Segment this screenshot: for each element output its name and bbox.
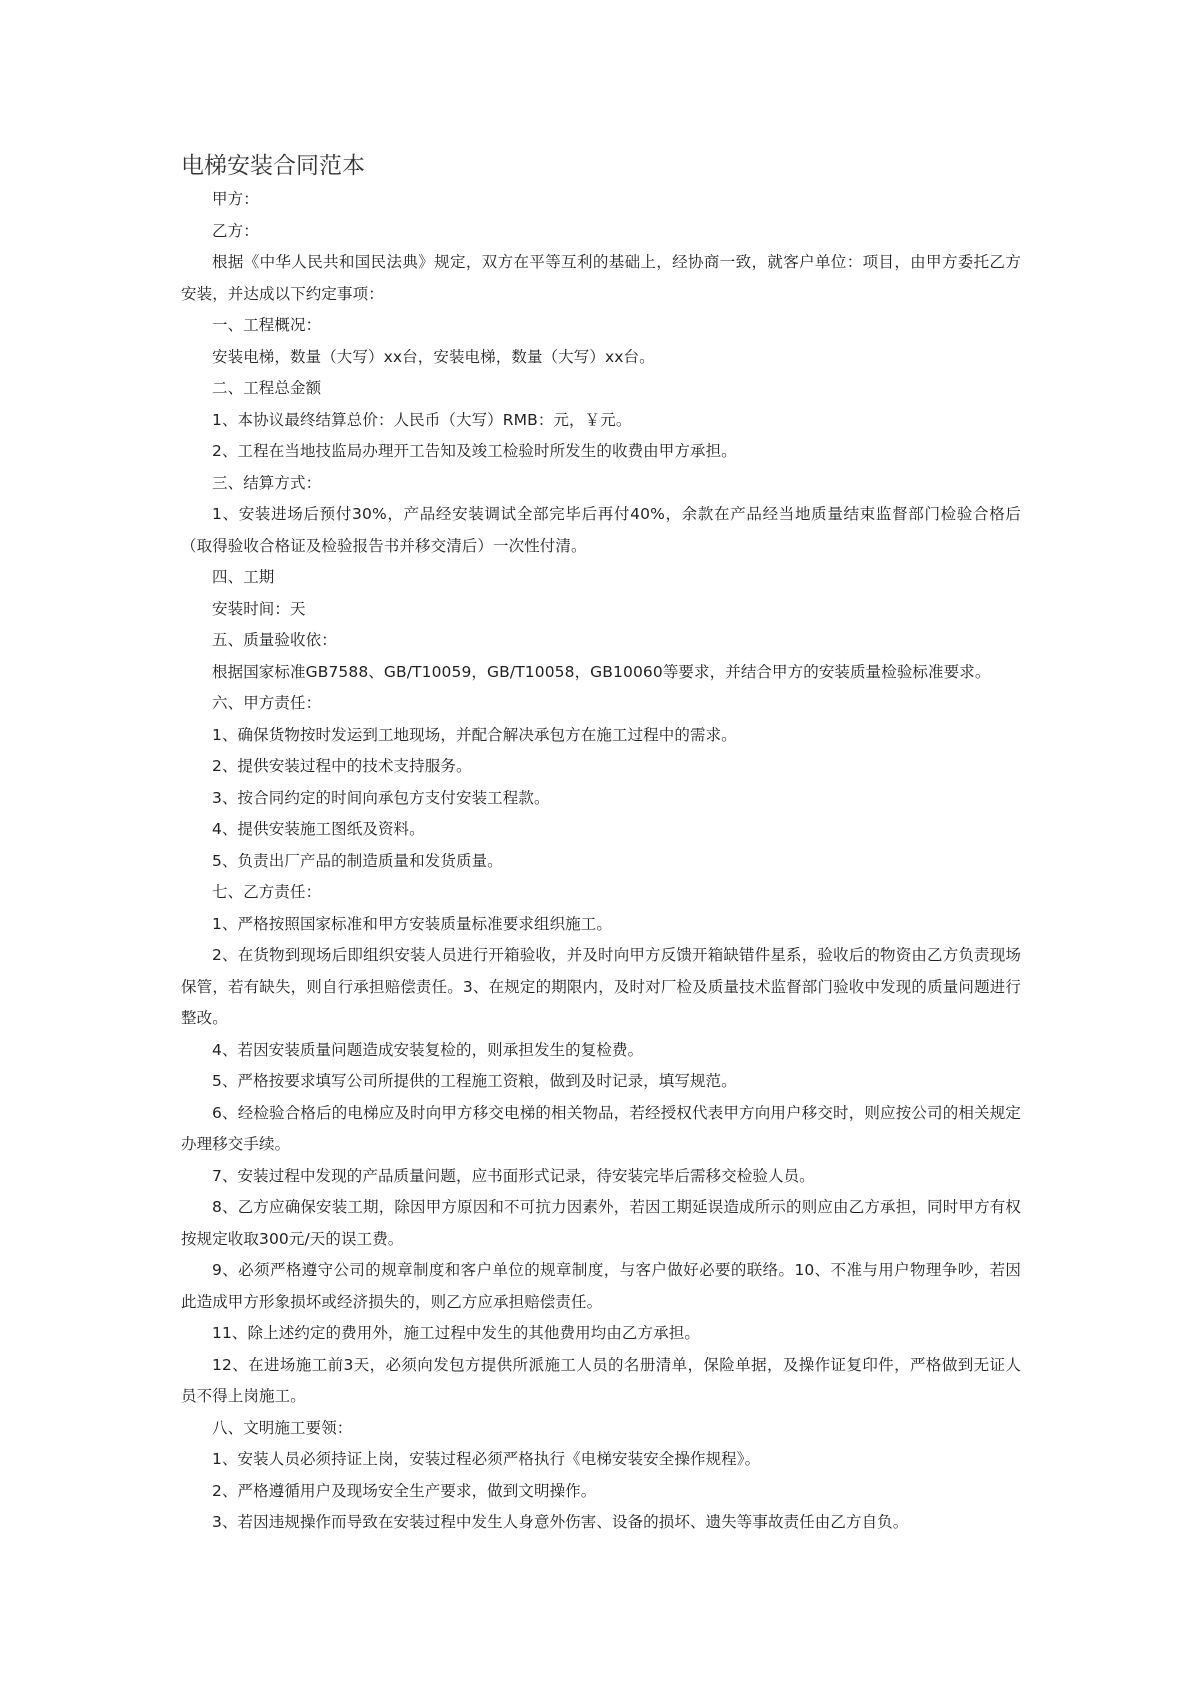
paragraph: 7、安装过程中发现的产品质量问题，应书面形式记录，待安装完毕后需移交检验人员。: [212, 1166, 815, 1185]
document-body: [181, 184, 1021, 1539]
paragraph: 11、除上述约定的费用外，施工过程中发生的其他费用均由乙方承担。: [212, 1324, 700, 1342]
paragraph: 2、提供安装过程中的技术支持服务。: [212, 757, 472, 775]
document-page: [181, 150, 1021, 1539]
paragraph: 根据《中华人民共和国民法典》规定，双方在平等互利的基础上，经协商一致，就客户单位：项目，由甲方委托乙方安装，并达成以下约定事项：: [181, 253, 1021, 303]
paragraph: 9、必须严格遵守公司的规章制度和客户单位的规章制度，与客户做好必要的联络。10、不准与用户物理争吵，若因此造成甲方形象损坏或经济损失的，则乙方应承担赔偿责任。: [181, 1261, 1021, 1311]
paragraph: 8、乙方应确保安装工期，除因甲方原因和不可抗力因素外，若因工期延误造成所示的则应由乙方承担，同时甲方有权按规定收取300元/天的误工费。: [181, 1198, 1021, 1248]
paragraph: 三、结算方式：: [212, 473, 322, 492]
paragraph: 1、安装进场后预付30%，产品经安装调试全部完毕后再付40%，余款在产品经当地质量结束监督部门检验合格后（取得验收合格证及检验报告书并移交清后）一次性付清。: [181, 505, 1021, 555]
paragraph: 一、工程概况：: [212, 316, 322, 334]
paragraph: 安装电梯，数量（大写）xx台，安装电梯，数量（大写）xx台。: [212, 347, 655, 366]
paragraph: 2、工程在当地技监局办理开工告知及竣工检验时所发生的收费由甲方承担。: [212, 442, 737, 460]
paragraph: 甲方：: [212, 190, 259, 208]
document-title: 电梯安装合同范本: [181, 153, 365, 179]
paragraph: 二、工程总金额: [212, 379, 322, 397]
paragraph: 2、严格遵循用户及现场安全生产要求，做到文明操作。: [212, 1481, 597, 1500]
paragraph: 5、负责出厂产品的制造质量和发货质量。: [212, 851, 503, 870]
paragraph: 六、甲方责任：: [212, 694, 322, 712]
paragraph: 3、按合同约定的时间向承包方支付安装工程款。: [212, 788, 550, 807]
paragraph: 4、提供安装施工图纸及资料。: [212, 820, 425, 838]
paragraph: 2、在货物到现场后即组织安装人员进行开箱验收，并及时向甲方反馈开箱缺错件星系，验收后的物资由乙方负责现场保管，若有缺失，则自行承担赔偿责任。3、在规定的期限内，及时对厂检及质量技术监督部门验收中发现的质量问题进行整改。: [181, 946, 1021, 1027]
paragraph: 七、乙方责任：: [212, 883, 322, 901]
paragraph: 5、严格按要求填写公司所提供的工程施工资粮，做到及时记录，填写规范。: [212, 1072, 737, 1090]
paragraph: 安装时间：天: [212, 599, 306, 618]
paragraph: 1、严格按照国家标准和甲方安装质量标准要求组织施工。: [212, 914, 612, 933]
paragraph: 1、本协议最终结算总价：人民币（大写）RMB：元，￥元。: [212, 410, 632, 429]
paragraph: 12、在进场施工前3天，必须向发包方提供所派施工人员的名册清单，保险单据，及操作证复印件，严格做到无证人员不得上岗施工。: [181, 1355, 1021, 1405]
paragraph: 3、若因违规操作而导致在安装过程中发生人身意外伤害、设备的损坏、遗失等事故责任由乙方自负。: [212, 1513, 909, 1531]
paragraph: 乙方：: [212, 221, 259, 240]
paragraph: 6、经检验合格后的电梯应及时向甲方移交电梯的相关物品，若经授权代表甲方向用户移交时，则应按公司的相关规定办理移交手续。: [181, 1103, 1021, 1153]
paragraph: 根据国家标准GB7588、GB/T10059，GB/T10058，GB10060等要求，并结合甲方的安装质量检验标准要求。: [212, 662, 991, 681]
paragraph: 四、工期: [212, 568, 275, 586]
paragraph: 1、确保货物按时发运到工地现场，并配合解决承包方在施工过程中的需求。: [212, 725, 737, 744]
paragraph: 4、若因安装质量问题造成安装复检的，则承担发生的复检费。: [212, 1040, 644, 1059]
paragraph: 八、文明施工要领：: [212, 1418, 353, 1437]
paragraph: 1、安装人员必须持证上岗，安装过程必须严格执行《电梯安装安全操作规程》。: [212, 1450, 761, 1468]
paragraph: 五、质量验收依：: [212, 631, 337, 649]
